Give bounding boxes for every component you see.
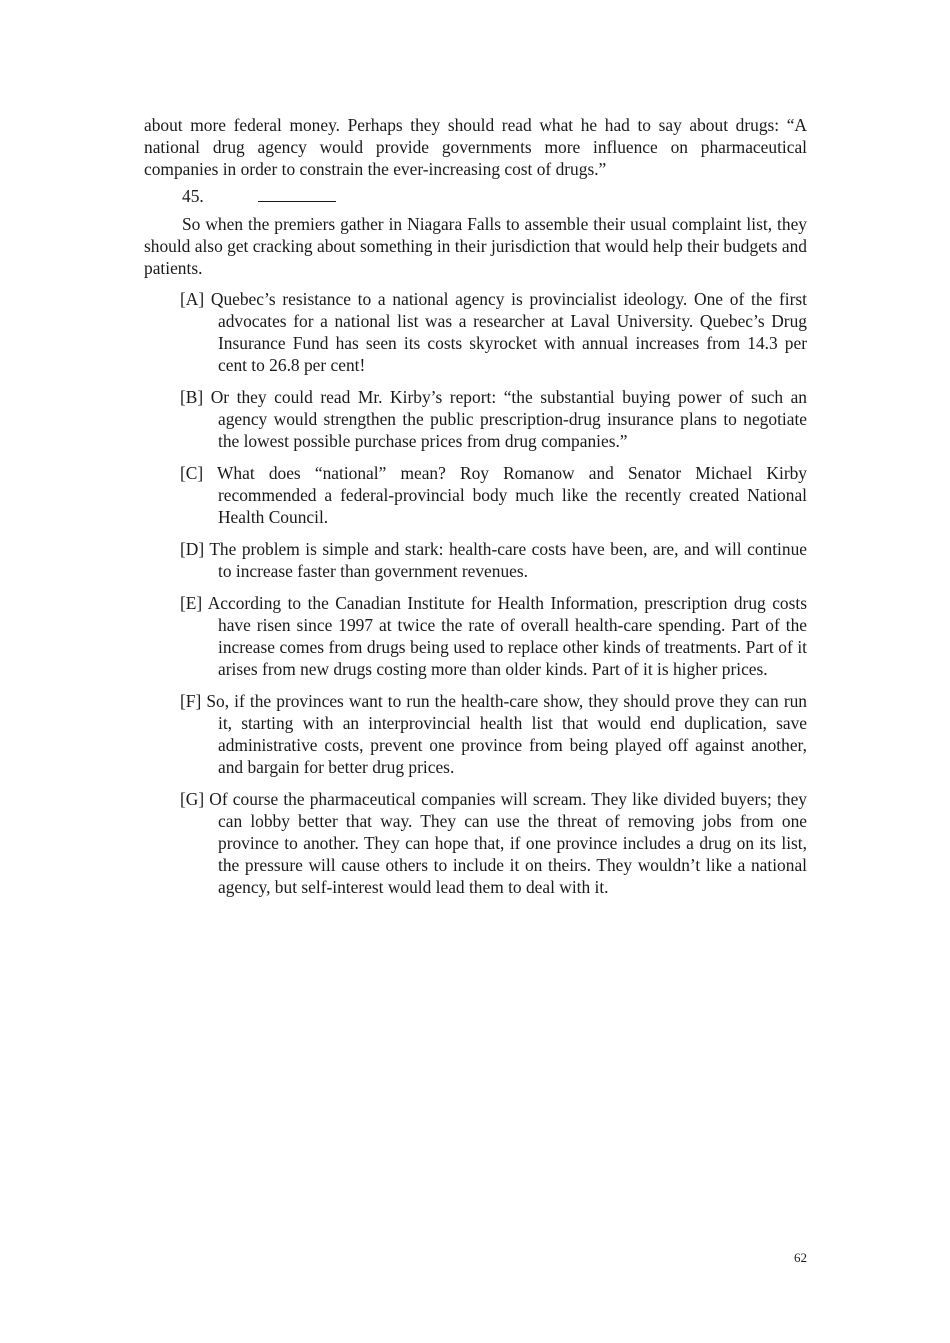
page-number: 62 (794, 1250, 807, 1265)
document-page (144, 114, 807, 908)
question-number: 45. (182, 186, 204, 206)
option-f: [F] So, if the provinces want to run the health-care show, they should prove they can run it, starting with an interprovincial health list that would end duplication, save administrative costs, prevent one province from being played off against another, and bargain for better drug prices. (180, 691, 807, 777)
option-g: [G] Of course the pharmaceutical companies will scream. They like divided buyers; they can lobby better that way. They can use the threat of removing jobs from one province to another. They can hope that, if one province includes a drug on its list, the pressure will cause others to include it on theirs. They wouldn’t like a national agency, but self-interest would lead them to deal with it. (180, 789, 807, 897)
closing-paragraph: So when the premiers gather in Niagara Falls to assemble their usual complaint list, they should also get cracking about something in their jurisdiction that would help their budgets and patients. (144, 214, 807, 278)
option-c: [C] What does “national” mean? Roy Romanow and Senator Michael Kirby recommended a federal-provincial body much like the recently created National Health Council. (180, 463, 807, 527)
option-b: [B] Or they could read Mr. Kirby’s report: “the substantial buying power of such an agency would strengthen the public prescription-drug insurance plans to negotiate the lowest possible purchase prices from drug companies.” (180, 387, 807, 451)
option-e: [E] According to the Canadian Institute for Health Information, prescription drug costs have risen since 1997 at twice the rate of overall health-care spending. Part of the increase comes from drugs being used to replace other kinds of treatments. Part of it arises from new drugs costing more than older kinds. Part of it is higher prices. (180, 593, 807, 679)
answer-blank-line (258, 187, 336, 202)
option-list (144, 288, 807, 898)
question-blank (182, 185, 807, 207)
option-a: [A] Quebec’s resistance to a national agency is provincialist ideology. One of the first advocates for a national list was a researcher at Laval University. Quebec’s Drug Insurance Fund has seen its costs skyrocket with annual increases from 14.3 per cent to 26.8 per cent! (180, 289, 807, 375)
option-d: [D] The problem is simple and stark: health-care costs have been, are, and will continue to increase faster than government revenues. (180, 539, 807, 581)
intro-paragraph: about more federal money. Perhaps they should read what he had to say about drugs: “A national drug agency would provide governments more influence on pharmaceutical companies in order to constrain the ever-increasing cost of drugs.” (144, 115, 807, 179)
